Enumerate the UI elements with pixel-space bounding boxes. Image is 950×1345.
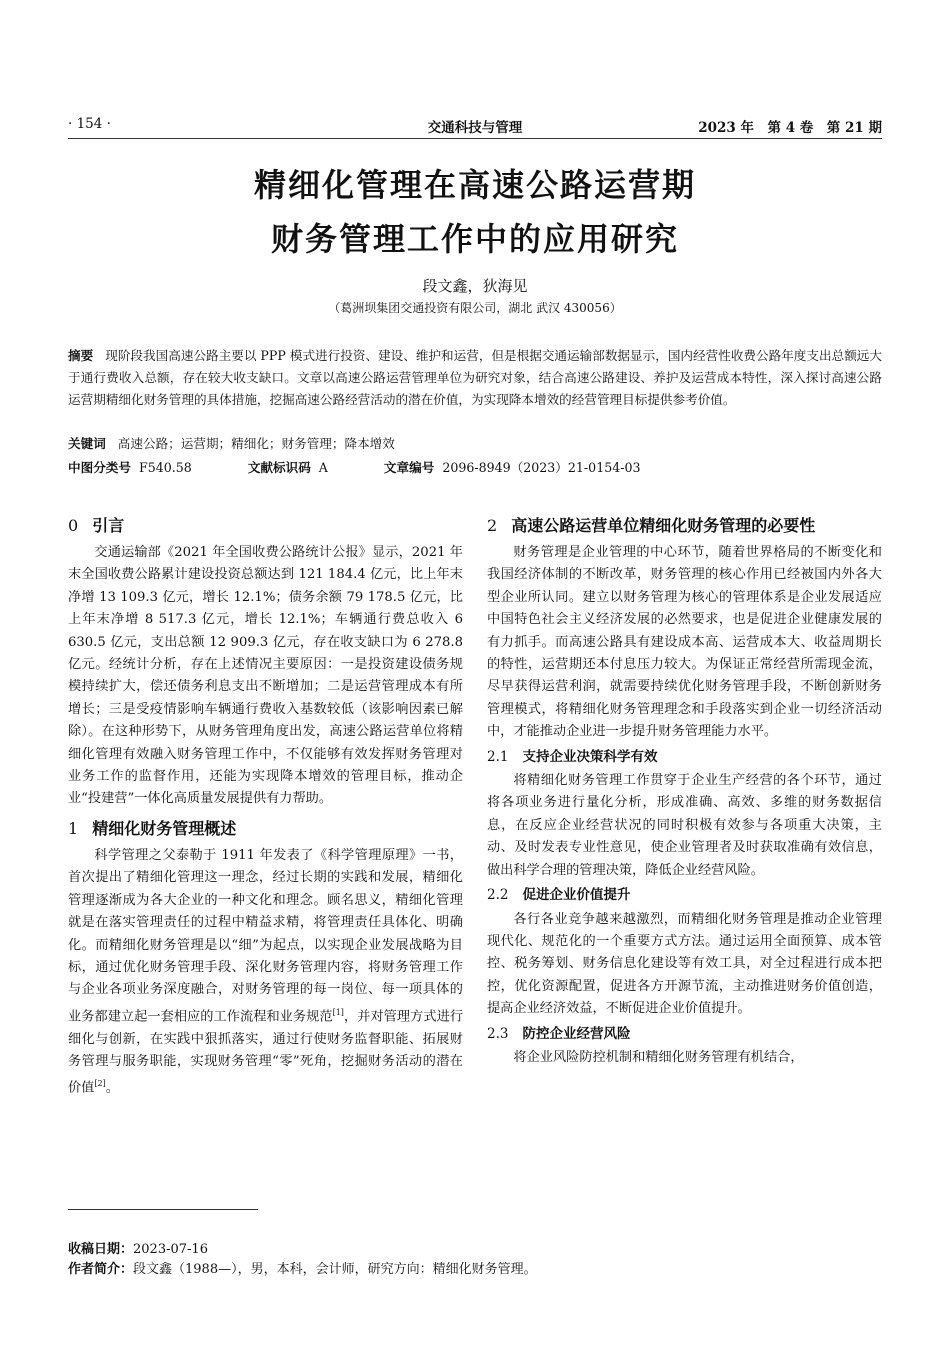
section-2-3-paragraph: 将企业风险防控机制和精细化财务管理有机结合， (513, 1049, 804, 1065)
section-2-3-heading: 2.3 防控企业经营风险 (487, 1025, 631, 1042)
keywords (68, 433, 882, 452)
left-column (68, 514, 463, 1100)
authors: 段文鑫，狄海见 (422, 277, 528, 295)
footnote-divider (68, 1209, 258, 1210)
clc-label: 中图分类号 (68, 460, 131, 475)
affiliation: （葛洲坝集团交通投资有限公司，湖北 武汉 430056） (328, 301, 622, 315)
abstract-label: 摘要 (68, 348, 94, 363)
classification (68, 457, 882, 476)
title-line-2: 财务管理工作中的应用研究 (270, 220, 679, 258)
journal-name: 交通科技与管理 (427, 120, 523, 136)
abstract-text: 现阶段我国高速公路主要以 PPP 模式进行投资、建设、维护和运营，但是根据交通运输部数据显示，国内经营性收费公路年度支出总额远大于通行费收入总额，存在较大收支缺口。文章以高速公路运营管理单位为研究对象，结合高速公路建设、养护及运营成本特性，深入探讨高速公路运营期精细化财务管理的具体措施，挖掘高速公路经营活动的潜在价值，为实现降本增效的经营管理目标提供参考价值。 (68, 348, 882, 407)
clc-value: F540.58 (138, 460, 192, 475)
section-2-1-paragraph: 将精细化财务管理工作贯穿于企业生产经营的各个环节，通过将各项业务进行量化分析，形成准确、高效、多维的财务数据信息，在反应企业经营状况的同时积极有效参与各项重大决策，主动、及时发表专业性意见，使企业管理者及时获取准确有效信息，做出科学合理的管理决策，降低企业经营风险。 (487, 773, 882, 878)
received-date: 收稿日期：2023-07-16 (68, 1242, 208, 1257)
running-header (68, 116, 882, 139)
issue-info: 2023 年 第 4 卷 第 21 期 (698, 120, 882, 136)
abstract (68, 345, 882, 411)
title-line-1: 精细化管理在高速公路运营期 (253, 166, 696, 204)
keywords-text: 高速公路；运营期；精细化；财务管理；降本增效 (117, 436, 395, 451)
page-number: · 154 · (68, 116, 111, 132)
doc-code-label: 文献标识码 (247, 460, 311, 475)
section-2-paragraph: 财务管理是企业管理的中心环节，随着世界格局的不断变化和我国经济体制的不断改革，财务管理的核心作用已经被国内外各大型企业所认同。建立以财务管理为核心的管理体系是企业发展适应中国特色社会主义经济发展的必然要求，也是促进企业健康发展的有力抓手。而高速公路具有建设成本高、运营成本大、收益周期长的特性，运营期还本付息压力较大。为保证正常经营所需现金流，尽早获得运营利润，就需要持续优化财务管理手段，不断创新财务管理模式，将精细化财务管理理念和手段落实到企业一切经济活动中，才能推动企业进一步提升财务管理能力水平。 (487, 545, 882, 740)
right-column (487, 514, 882, 1069)
section-1-paragraph: 科学管理之父泰勒于 1911 年发表了《科学管理原理》一书，首次提出了精细化管理这一理念，经过长期的实践和发展，精细化管理逐渐成为各大企业的一种文化和理念。顾名思义，精细化管理就是在落实管理责任的过程中精益求精，将管理责任具体化、明确化。而精细化财务管理是以“细”为起点，以实现企业发展战略为目标，通过优化财务管理手段、深化财务管理内容，将财务管理工作与企业各项业务深度融合，对财务管理的每一岗位、每一项具体的业务都建立起一套相应的工作流程和业务规范[1]，并对管理方式进行细化与创新，在实践中狠抓落实，通过行使财务监督职能、拓展财务管理与服务职能，实现财务管理“零”死角，挖掘财务活动的潜在价值[2]。 (68, 847, 464, 1096)
citation-2: [2] (94, 1079, 106, 1089)
section-2-2-heading: 2.2 促进企业价值提升 (487, 887, 631, 904)
article-no-label: 文章编号 (383, 460, 435, 475)
section-2-heading: 2 高速公路运营单位精细化财务管理的必要性 (487, 516, 816, 535)
section-2-2-paragraph: 各行各业竞争越来越激烈，而精细化财务管理是推动企业管理现代化、规范化的一个重要方式方法。通过运用全面预算、成本管控、税务筹划、财务信息化建设等有效工具，对全过程进行成本把控，优化资源配置，促进各方开源节流，主动推进财务价值创造，提高企业经济效益，不断促进企业价值提升。 (487, 911, 882, 1017)
doc-code-value: A (318, 460, 328, 475)
section-0-paragraph: 交通运输部《2021 年全国收费公路统计公报》显示，2021 年末全国收费公路累计建设投资总额达到 121 184.4 亿元，比上年末净增 13 109.3 亿元，增长 12.1%；债务余额 79 178.5 亿元，比上年末净增 8 517.3 亿元，增长 12.1%；车辆通行费总收入 6 630.5 亿元，支出总额 12 909.3 亿元，存在收支缺口为 6 278.8 亿元。经统计分析，存在上述情况主要原因：一是投资建设债务规模持续扩大，偿还债务利息支出不断增加；二是运营管理成本有所增长；三是受疫情影响车辆通行费收入基数较低（该影响因素已解除）。在这种形势下，从财务管理角度出发，高速公路运营单位将精细化管理有效融入财务管理工作中，不仅能够有效发挥财务管理对业务工作的监督作用，还能为实现降本增效的管理目标，推动企业“投建营”一体化高质量发展提供有力帮助。 (68, 545, 463, 807)
section-2-1-heading: 2.1 支持企业决策科学有效 (487, 748, 658, 765)
section-1-heading: 1 精细化财务管理概述 (68, 818, 237, 838)
citation-1: [1] (332, 1007, 344, 1017)
keywords-label: 关键词 (68, 436, 106, 451)
article-no-value: 2096-8949（2023）21-0154-03 (442, 460, 641, 475)
section-0-heading: 0 引言 (68, 516, 125, 535)
author-bio: 作者简介：段文鑫（1988—），男，本科，会计师，研究方向：精细化财务管理。 (68, 1262, 537, 1277)
